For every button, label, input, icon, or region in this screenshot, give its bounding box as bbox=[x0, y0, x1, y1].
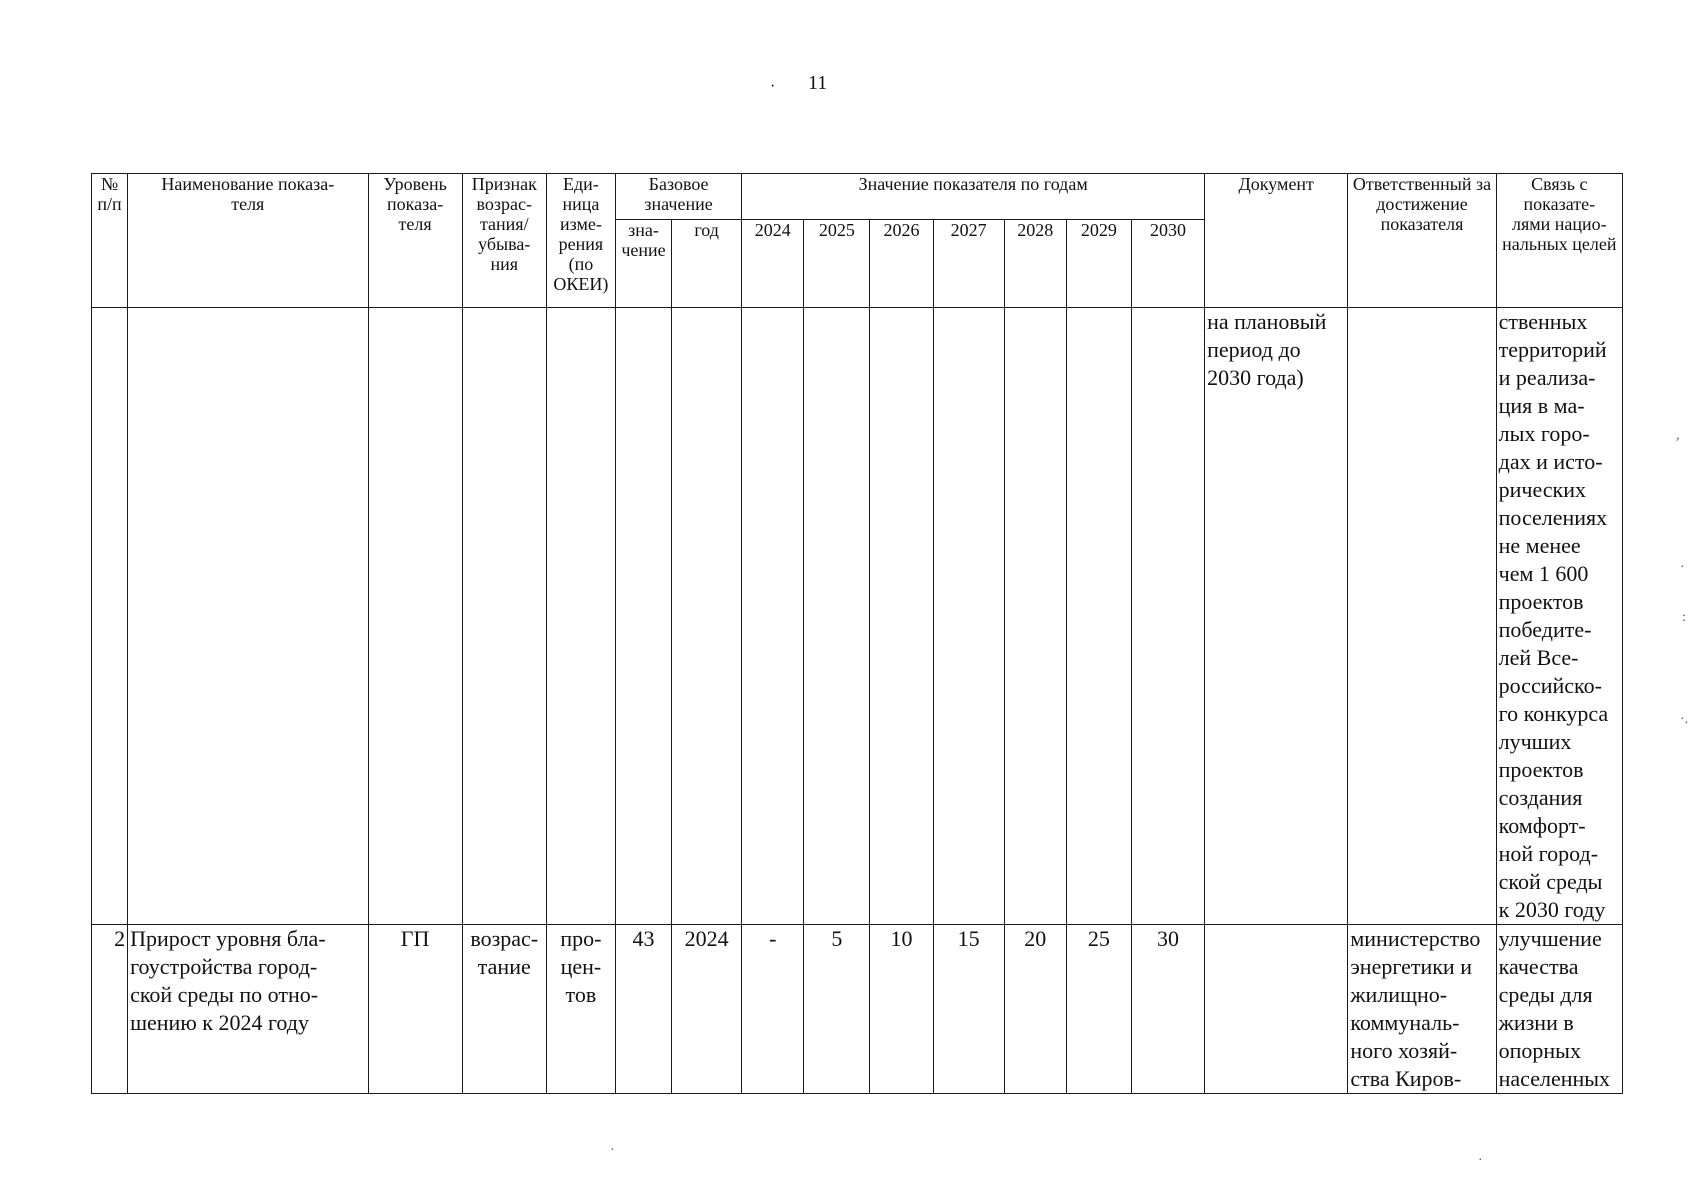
header-trend: Признак возрас- тания/ убыва- ния bbox=[462, 174, 546, 308]
scan-speck: : bbox=[1682, 610, 1686, 625]
header-unit: Еди- ница изме- рения (по ОКЕИ) bbox=[546, 174, 615, 308]
scan-speck: ·. bbox=[1680, 712, 1689, 727]
header-responsible: Ответственный за достижение показателя bbox=[1348, 174, 1496, 308]
header-base: Базовое значение bbox=[615, 174, 741, 220]
header-link: Связь с показате- лями нацио- нальных целей bbox=[1496, 174, 1622, 308]
row-responsible: министерство энергетики и жилищно- коммуналь- ного хозяй- ства Киров- bbox=[1348, 925, 1496, 1094]
row-num: 2 bbox=[92, 925, 128, 1094]
row-year-value: - bbox=[742, 925, 804, 1094]
header-years-title: Значение показателя по годам bbox=[742, 174, 1205, 220]
row-year-value: 5 bbox=[804, 925, 870, 1094]
row-year-value bbox=[1131, 308, 1204, 925]
row-year-value: 30 bbox=[1131, 925, 1204, 1094]
header-document: Документ bbox=[1205, 174, 1348, 308]
row-link: улучшение качества среды для жизни в опорных населенных bbox=[1496, 925, 1622, 1094]
row-trend bbox=[462, 308, 546, 925]
page-number: 11 bbox=[808, 72, 828, 94]
header-level: Уровень показа- теля bbox=[368, 174, 462, 308]
scan-speck: · bbox=[1680, 560, 1685, 575]
row-year-value: 20 bbox=[1004, 925, 1066, 1094]
header-year: 2025 bbox=[804, 220, 870, 308]
header-name: Наименование показа- теля bbox=[128, 174, 368, 308]
header-year: 2027 bbox=[933, 220, 1004, 308]
header-num: № п/п bbox=[92, 174, 128, 308]
row-link: ственных территорий и реализа- ция в ма- лых горо- дах и исто- рических поселениях не менее чем 1 600 проектов победите- лей Все- российско- го конкурса лучших проектов создания комфорт- ной город- ской среды к 2030 году bbox=[1496, 308, 1622, 925]
row-name bbox=[128, 308, 368, 925]
row-year-value bbox=[870, 308, 933, 925]
header-year: 2026 bbox=[870, 220, 933, 308]
row-year-value: 25 bbox=[1066, 925, 1131, 1094]
row-year-value: 15 bbox=[933, 925, 1004, 1094]
row-name: Прирост уровня бла- гоустройства город- ской среды по отно- шению к 2024 году bbox=[128, 925, 368, 1094]
row-level: ГП bbox=[368, 925, 462, 1094]
header-year: 2030 bbox=[1131, 220, 1204, 308]
row-base-value bbox=[615, 308, 671, 925]
row-base-year: 2024 bbox=[672, 925, 742, 1094]
scan-speck: , bbox=[1676, 428, 1680, 443]
row-year-value bbox=[933, 308, 1004, 925]
row-year-value bbox=[1066, 308, 1131, 925]
header-year: 2029 bbox=[1066, 220, 1131, 308]
row-unit: про- цен- тов bbox=[546, 925, 615, 1094]
row-document bbox=[1205, 925, 1348, 1094]
row-base-year bbox=[672, 308, 742, 925]
row-year-value bbox=[1004, 308, 1066, 925]
row-year-value: 10 bbox=[870, 925, 933, 1094]
header-base-year: год bbox=[672, 220, 742, 308]
header-base-value: зна- чение bbox=[615, 220, 671, 308]
row-num bbox=[92, 308, 128, 925]
row-year-value bbox=[742, 308, 804, 925]
table-header bbox=[92, 174, 1623, 308]
row-year-value bbox=[804, 308, 870, 925]
row-responsible bbox=[1348, 308, 1496, 925]
page-dot-mark: · bbox=[770, 78, 776, 95]
table-row bbox=[92, 925, 1623, 1094]
scan-speck: · bbox=[610, 1143, 615, 1158]
header-year: 2028 bbox=[1004, 220, 1066, 308]
table-row bbox=[92, 308, 1623, 925]
row-level bbox=[368, 308, 462, 925]
row-unit bbox=[546, 308, 615, 925]
row-document: на плановый период до 2030 года) bbox=[1205, 308, 1348, 925]
row-trend: возрас- тание bbox=[462, 925, 546, 1094]
row-base-value: 43 bbox=[615, 925, 671, 1094]
indicators-table bbox=[91, 173, 1623, 1094]
scan-speck: · bbox=[1478, 1153, 1483, 1168]
header-year: 2024 bbox=[742, 220, 804, 308]
